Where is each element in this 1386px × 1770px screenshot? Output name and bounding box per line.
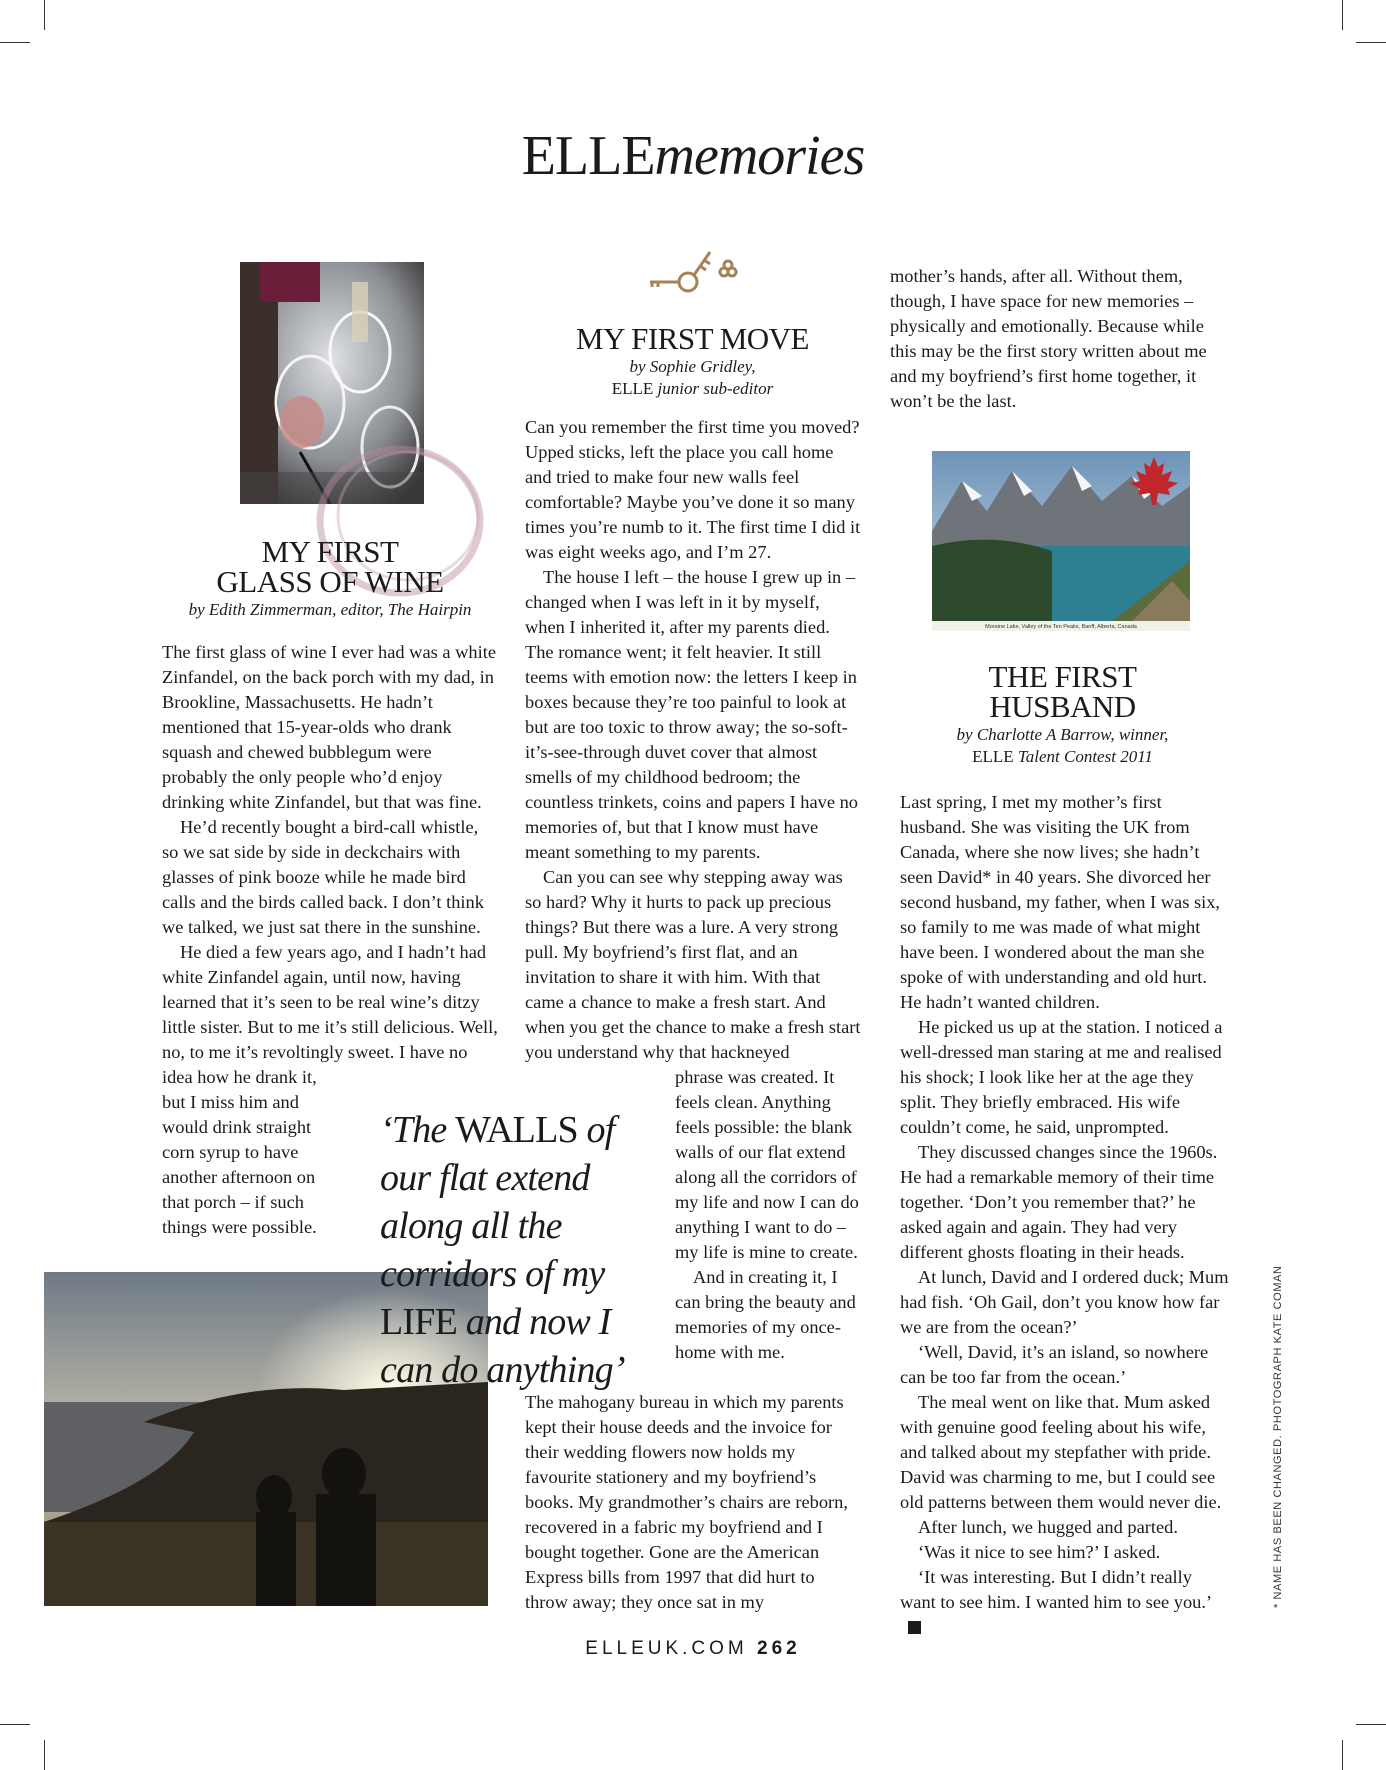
- postcard-caption: Moraine Lake, Valley of the Ten Peaks, Banff, Alberta, Canada: [985, 624, 1137, 630]
- crop-mark: [1342, 0, 1343, 30]
- story2-byline: by Sophie Gridley, ELLE junior sub-editor: [611, 357, 774, 398]
- story3-paragraph-2: He picked us up at the station. I noticed a well-dressed man staring at me and realised his shock; I look like her at the age they split. They briefly embraced. His wife couldn’t come, he said, unprompted.: [900, 1017, 1223, 1137]
- story3-paragraph-1: Last spring, I met my mother’s first husband. She was visiting the UK from Canada, where she now lives; she hadn’t seen David* in 40 years. She divorced her second husband, my father, when I was six, so family to me was made of what might have been. I wondered about the man she spoke of with understanding and old hurt. He hadn’t wanted children.: [900, 792, 1221, 1012]
- pull-quote: ‘The WALLS of our flat extend along all the corridors of my LIFE and now I can do anything’: [380, 1109, 625, 1391]
- page-number: 262: [757, 1638, 801, 1659]
- end-mark-icon: [908, 1621, 921, 1634]
- lake-postcard-photo: [932, 451, 1190, 631]
- footer-site: ELLEUK.COM: [585, 1638, 748, 1659]
- maple-leaf-icon: [1128, 455, 1180, 507]
- story1-title: MY FIRST GLASS OF WINE: [216, 534, 444, 599]
- story1-narrow-column: idea how he drank it, but I miss him and would drink straight corn syrup to have another afternoon on that porch – if such things were possible.: [162, 1067, 317, 1237]
- page-footer: [0, 1638, 1386, 1660]
- story2-body: [525, 415, 861, 1065]
- story3-paragraph-7: After lunch, we hugged and parted.: [918, 1517, 1178, 1537]
- story1-paragraph-3: He died a few years ago, and I hadn’t had white Zinfandel again, until now, having learned that it’s seen to be real wine’s ditzy little sister. But to me it’s still delicious. Well, no, to me it’s revoltingly sweet. I have no: [162, 942, 498, 1062]
- story3-paragraph-8: ‘Was it nice to see him?’ I asked.: [918, 1542, 1161, 1562]
- story1-paragraph-2: He’d recently bought a bird-call whistle, so we sat side by side in deckchairs with glasses of pink booze while he made bird calls and the birds called back. I don’t think we talked, we just sat there in the sunshine.: [162, 817, 484, 937]
- crop-mark: [1356, 1724, 1386, 1725]
- story3-paragraph-3: They discussed changes since the 1960s. He had a remarkable memory of their time together. ‘Don’t you remember that?’ he asked again and again. They had very different ghosts floating in their heads.: [900, 1142, 1218, 1262]
- story2-paragraph-2: The house I left – the house I grew up in – changed when I was left in it by myself, when I inherited it, after my parents died. The romance went; it felt heavier. It still teems with emotion now: the letters I keep in boxes because they’re too painful to look at but are too toxic to throw away; the so-soft-it’s-see-through duvet cover that almost smells of my childhood bedroom; the countless trinkets, coins and papers I have no memories of, but that I know must have meant something to my parents.: [525, 567, 858, 862]
- story2-paragraph-1: Can you remember the first time you moved? Upped sticks, left the place you call home and tried to make four new walls feel comfortable? Maybe you’ve done it so many times you’re numb to it. The first time I did it was eight weeks ago, and I’m 27.: [525, 417, 861, 562]
- story3-title: THE FIRST HUSBAND: [988, 659, 1137, 724]
- story2-paragraph-3: Can you can see why stepping away was so hard? Why it hurts to pack up precious things? But there was a lure. A very strong pull. My boyfriend’s first flat, and an invitation to share it with him. With that came a chance to make a fresh start. And when you get the chance to make a fresh start you understand why that hackneyed: [525, 867, 861, 1062]
- crop-mark: [0, 1724, 30, 1725]
- story2-continuation: mother’s hands, after all. Without them, though, I have space for new memories – physically and emotionally. Because while this may be the first story written about me and my boyfriend’s first home together, it won’t be the last.: [890, 266, 1207, 411]
- story2-bottom-text: The mahogany bureau in which my parents kept their house deeds and the invoice for their wedding flowers now holds my favourite stationery and my boyfriend’s books. My grandmother’s chairs are reborn, recovered in a fabric my boyfriend and I bought together. Gone are the American Express bills from 1997 that did hurt to throw away; they once sat in my: [525, 1392, 848, 1612]
- key-icon: [642, 246, 742, 296]
- story3-paragraph-5: ‘Well, David, it’s an island, so nowhere can be too far from the ocean.’: [900, 1342, 1209, 1387]
- masthead-section: memories: [654, 125, 865, 187]
- page-masthead: [0, 125, 1386, 187]
- story1-byline: by Edith Zimmerman, editor, The Hairpin: [188, 600, 472, 619]
- story2-narrow-column: phrase was created. It feels clean. Anything feels possible: the blank walls of our flat extend along all the corridors of my life and now I can do anything I want to do – my life is mine to create. And in creating it, I can bring the beauty and memories of my once-home with me.: [675, 1067, 859, 1362]
- story2-title: MY FIRST MOVE: [576, 321, 809, 356]
- story3-paragraph-6: The meal went on like that. Mum asked with genuine good feeling about his wife, and talked about my stepfather with pride. David was charming to me, but I could see old patterns between them would never die.: [900, 1392, 1222, 1512]
- crop-mark: [1356, 42, 1386, 43]
- crop-mark: [44, 1740, 45, 1770]
- story1-body: [162, 640, 498, 1065]
- crop-mark: [44, 0, 45, 30]
- story3-byline: by Charlotte A Barrow, winner, ELLE Talent Contest 2011: [956, 725, 1169, 766]
- story3-paragraph-9: ‘It was interesting. But I didn’t really want to see him. I wanted him to see you.’: [900, 1565, 1230, 1640]
- photo-credit: * NAME HAS BEEN CHANGED. PHOTOGRAPH KATE COMAN: [1272, 1265, 1284, 1608]
- crop-mark: [1342, 1740, 1343, 1770]
- story1-paragraph-1: The first glass of wine I ever had was a white Zinfandel, on the back porch with my dad, in Brookline, Massachusetts. He hadn’t mentioned that 15-year-olds who drank squash and chewed bubblegum were probably the only people who’d enjoy drinking white Zinfandel, but that was fine.: [162, 642, 496, 812]
- crop-mark: [0, 42, 30, 43]
- story3-body: [900, 790, 1230, 1640]
- story3-paragraph-4: At lunch, David and I ordered duck; Mum had fish. ‘Oh Gail, don’t you know how far we are from the ocean?’: [900, 1267, 1229, 1337]
- masthead-brand: ELLE: [521, 125, 655, 187]
